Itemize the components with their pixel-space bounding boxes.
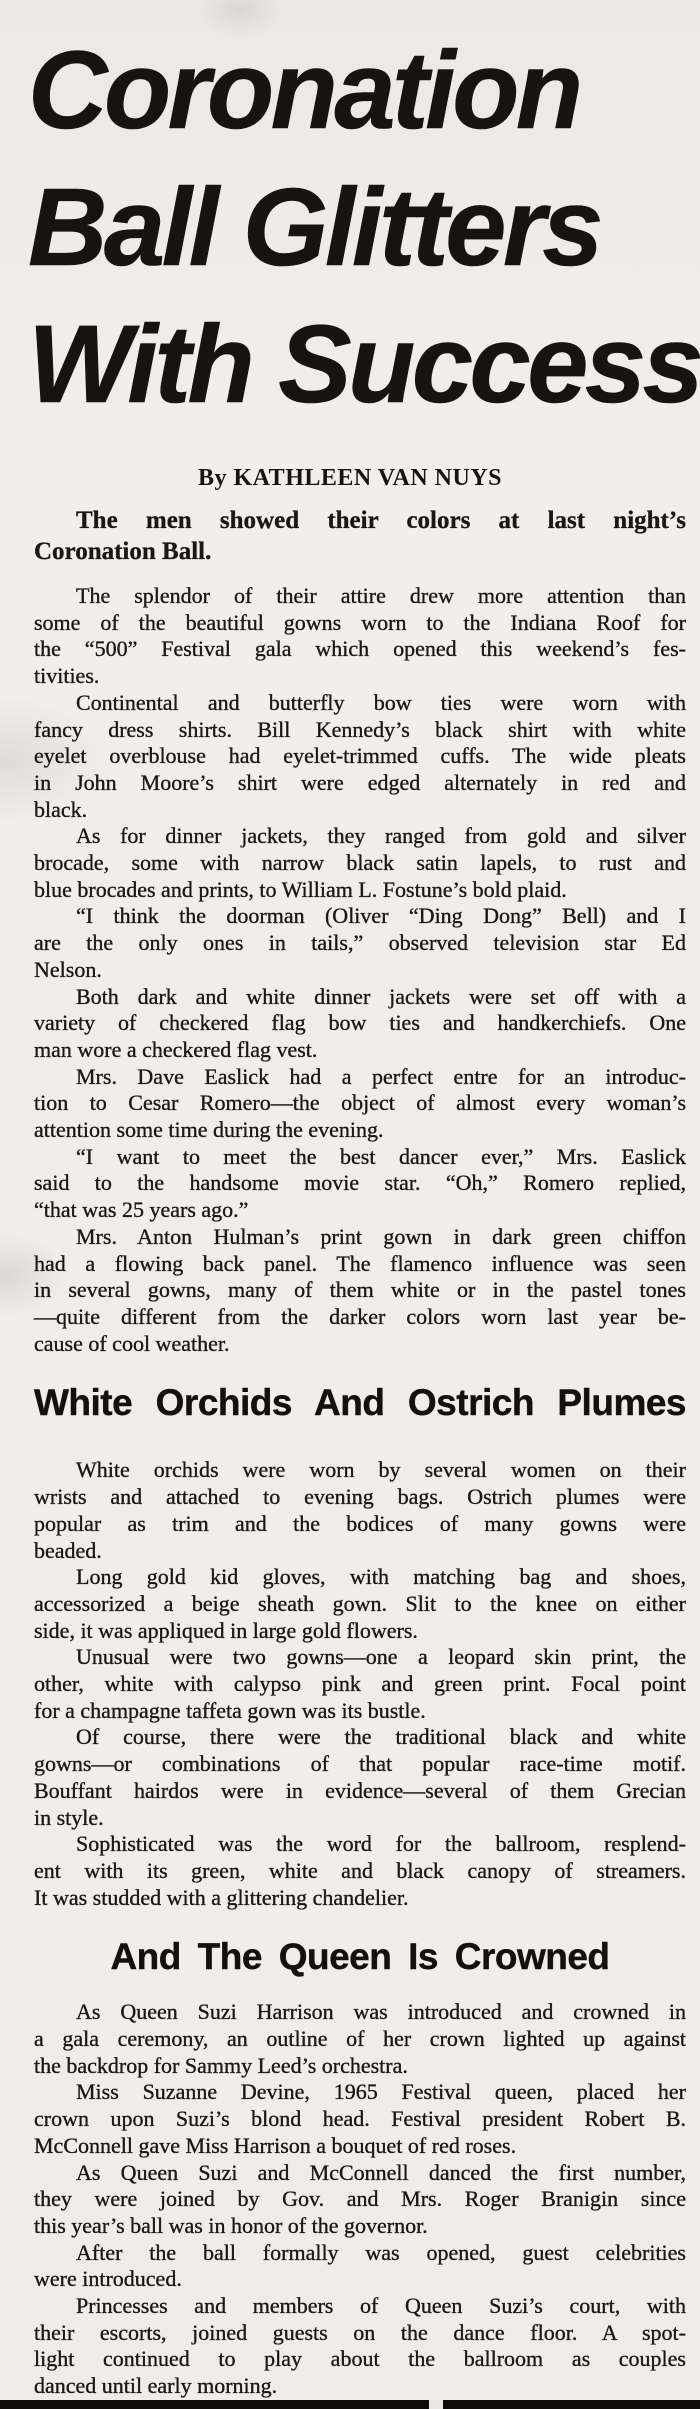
text-line: “I think the doorman (Oliver “Ding Dong” Bell) and I <box>76 903 686 929</box>
text-line: attention some time during the evening. <box>34 1117 384 1143</box>
paragraph <box>34 690 686 824</box>
text-line: eyelet overblouse had eyelet-trimmed cuffs. The wide pleats <box>34 743 686 769</box>
text-line: their escorts, joined guests on the dance floor. A spot- <box>34 2319 686 2345</box>
article-headline <box>28 22 700 433</box>
text-line: gowns—or combinations of that popular race-time motif. <box>34 1751 686 1777</box>
text-line: Miss Suzanne Devine, 1965 Festival queen, placed her <box>76 2079 686 2105</box>
text-line: man wore a checkered flag vest. <box>34 1036 318 1062</box>
paragraph <box>34 1999 686 2079</box>
text-line: cause of cool weather. <box>34 1330 230 1356</box>
paragraph <box>34 984 686 1064</box>
paragraph <box>34 1224 686 1358</box>
text-line: some of the beautiful gowns worn to the Indiana Roof for <box>34 609 686 635</box>
text-line: The men showed their colors at last night’s <box>76 507 686 534</box>
paragraph <box>34 1724 686 1831</box>
text-line: “that was 25 years ago.” <box>34 1197 249 1223</box>
text-line: Princesses and members of Queen Suzi’s court, with <box>76 2293 686 2319</box>
article-section <box>34 1379 686 1911</box>
headline-line: Ball Glitters <box>28 166 600 289</box>
paragraph <box>34 823 686 903</box>
text-line: —quite different from the darker colors worn last year be- <box>34 1303 686 1329</box>
text-line: Unusual were two gowns—one a leopard skin print, the <box>76 1644 686 1670</box>
text-line: Bouffant hairdos were in evidence—several of them Grecian <box>34 1777 686 1803</box>
text-line: were introduced. <box>34 2266 182 2292</box>
text-line: Both dark and white dinner jackets were set off with a <box>76 983 686 1009</box>
text-line: the backdrop for Sammy Leed’s orchestra. <box>34 2052 408 2078</box>
text-line: are the only ones in tails,” observed television star Ed <box>34 930 686 956</box>
paragraph <box>34 1144 686 1224</box>
paragraph <box>34 1064 686 1144</box>
text-line: Continental and butterfly bow ties were worn with <box>76 689 686 715</box>
section-heading: White Orchids And Ostrich Plumes <box>34 1382 686 1424</box>
text-line: crown upon Suzi’s blond head. Festival president Robert B. <box>34 2106 686 2132</box>
section-heading: And The Queen Is Crowned <box>110 1936 610 1978</box>
paragraph <box>34 1457 686 1564</box>
text-line: The splendor of their attire drew more attention than <box>76 583 686 608</box>
text-line: blue brocades and prints, to William L. Fostune’s bold plaid. <box>34 876 567 902</box>
text-line: side, it was appliqued in large gold flowers. <box>34 1617 418 1643</box>
text-line: tion to Cesar Romero—the object of almost every woman’s <box>34 1090 686 1116</box>
text-line: It was studded with a glittering chandelier. <box>34 1884 409 1910</box>
text-line: beaded. <box>34 1537 102 1563</box>
text-line: in John Moore’s shirt were edged alternately in red and <box>34 769 686 795</box>
text-line: had a flowing back panel. The flamenco influence was seen <box>34 1250 686 1276</box>
text-line: After the ball formally was opened, guest celebrities <box>76 2239 686 2265</box>
text-line: Coronation Ball. <box>34 538 212 565</box>
text-line: this year’s ball was in honor of the governor. <box>34 2212 428 2238</box>
text-line: danced until early morning. <box>34 2373 278 2399</box>
article-section <box>34 583 686 1357</box>
paragraph <box>34 2240 686 2293</box>
article-section <box>34 1933 686 2400</box>
paragraph <box>34 2293 686 2400</box>
headline-line: Coronation <box>28 29 580 152</box>
text-line: fancy dress shirts. Bill Kennedy’s black shirt with white <box>34 716 686 742</box>
text-line: a gala ceremony, an outline of her crown lighted up against <box>34 2026 686 2052</box>
text-line: for a champagne taffeta gown was its bustle. <box>34 1697 426 1723</box>
text-line: they were joined by Gov. and Mrs. Roger Branigin since <box>34 2186 686 2212</box>
text-line: As Queen Suzi Harrison was introduced and crowned in <box>76 1999 686 2025</box>
text-line: tivities. <box>34 663 100 689</box>
text-line: black. <box>34 796 88 822</box>
text-line: the “500” Festival gala which opened this weekend’s fes- <box>34 636 686 662</box>
paragraph <box>34 2160 686 2240</box>
paragraph <box>34 1831 686 1911</box>
headline-line: With Success <box>28 303 700 426</box>
text-line: As Queen Suzi and McConnell danced the first number, <box>76 2159 686 2185</box>
text-line: Sophisticated was the word for the ballroom, resplend- <box>76 1831 686 1857</box>
text-line: popular as trim and the bodices of many gowns were <box>34 1510 686 1536</box>
paragraph <box>34 2079 686 2159</box>
text-line: ent with its green, white and black canopy of streamers. <box>34 1857 686 1883</box>
byline: By KATHLEEN VAN NUYS <box>197 465 503 491</box>
text-line: in style. <box>34 1804 104 1830</box>
text-line: Nelson. <box>34 956 102 982</box>
text-line: Mrs. Dave Easlick had a perfect entre for an introduc- <box>76 1063 686 1089</box>
text-line: brocade, some with narrow black satin lapels, to rust and <box>34 850 686 876</box>
text-line: As for dinner jackets, they ranged from gold and silver <box>76 823 686 849</box>
bottom-rule <box>0 2400 700 2409</box>
paragraph <box>34 1564 686 1644</box>
paragraph <box>34 1644 686 1724</box>
text-line: light continued to play about the ballroom as couples <box>34 2346 686 2372</box>
text-line: accessorized a beige sheath gown. Slit to the knee on either <box>34 1590 686 1616</box>
text-line: “I want to meet the best dancer ever,” Mrs. Easlick <box>76 1143 686 1169</box>
text-line: in several gowns, many of them white or in the pastel tones <box>34 1277 686 1303</box>
text-line: McConnell gave Miss Harrison a bouquet of red roses. <box>34 2132 517 2158</box>
article-body <box>0 583 700 2400</box>
text-line: wrists and attached to evening bags. Ostrich plumes were <box>34 1484 686 1510</box>
paragraph <box>34 903 686 983</box>
text-line: other, white with calypso pink and green print. Focal point <box>34 1671 686 1697</box>
text-line: Mrs. Anton Hulman’s print gown in dark green chiffon <box>76 1223 686 1249</box>
lead-paragraph <box>0 505 700 567</box>
text-line: White orchids were worn by several women on their <box>76 1457 686 1483</box>
text-line: said to the handsome movie star. “Oh,” Romero replied, <box>34 1170 686 1196</box>
paragraph <box>34 583 686 690</box>
text-line: Of course, there were the traditional black and white <box>76 1724 686 1750</box>
text-line: Long gold kid gloves, with matching bag and shoes, <box>76 1564 686 1590</box>
text-line: variety of checkered flag bow ties and handkerchiefs. One <box>34 1010 686 1036</box>
